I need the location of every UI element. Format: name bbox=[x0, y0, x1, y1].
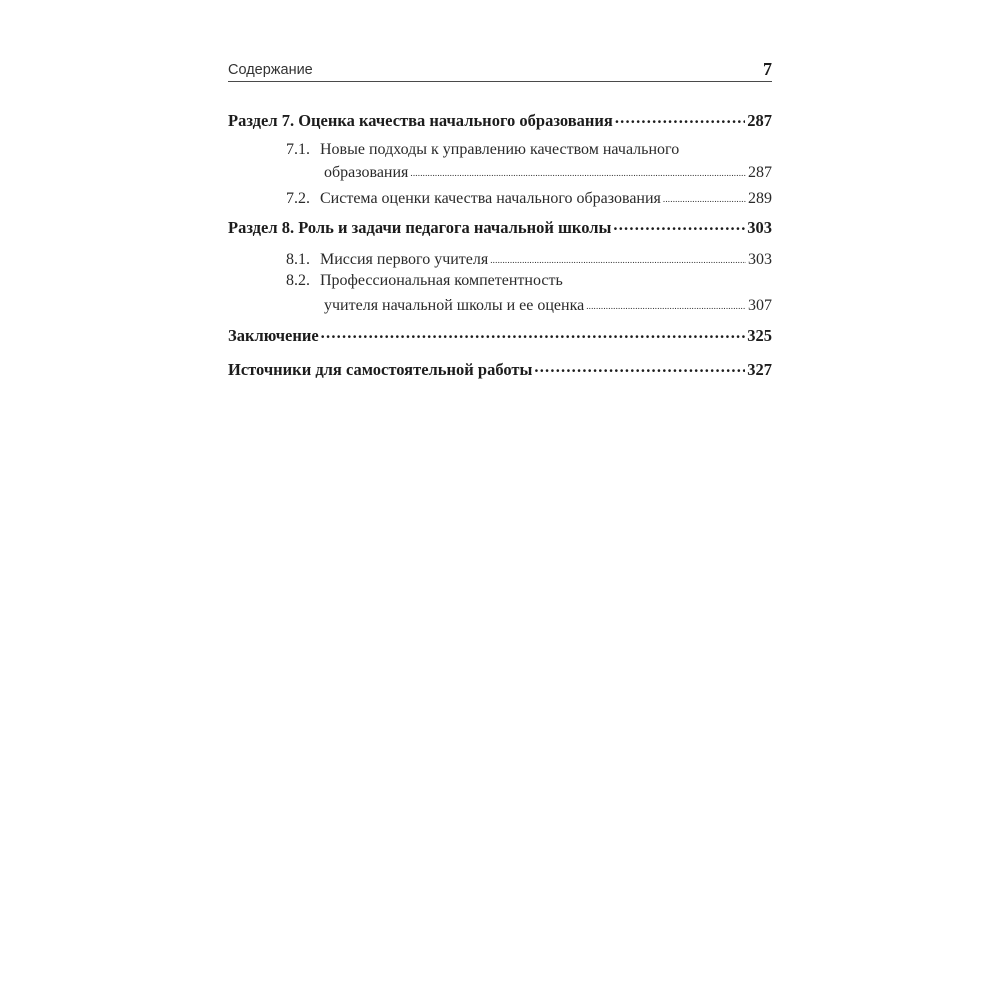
toc-item-number: 8.1. bbox=[286, 251, 310, 268]
toc-page-number: 303 bbox=[747, 217, 772, 237]
toc-entry-sources[interactable] bbox=[228, 358, 772, 380]
dot-leader bbox=[663, 187, 746, 203]
dot-leader bbox=[490, 248, 746, 264]
toc-entry-7-1[interactable] bbox=[228, 141, 772, 163]
toc-page-number: 287 bbox=[748, 164, 772, 181]
dot-leader bbox=[321, 324, 746, 341]
dot-leader bbox=[410, 161, 746, 177]
toc-section-title: Источники для самостоятельной работы bbox=[228, 359, 533, 379]
toc-entry-7-2[interactable] bbox=[228, 187, 772, 209]
toc-entry-7-1-continued bbox=[228, 161, 772, 183]
toc-item-title: Система оценки качества начального образования bbox=[320, 190, 661, 207]
dot-leader bbox=[534, 358, 745, 375]
toc-entry-8-2-continued bbox=[228, 294, 772, 316]
toc-page-number: 303 bbox=[748, 251, 772, 268]
toc-item-title-continued: учителя начальной школы и ее оценка bbox=[324, 297, 585, 314]
toc-page-number: 327 bbox=[747, 359, 772, 379]
toc-entry-conclusion[interactable] bbox=[228, 324, 772, 346]
toc-page-number: 287 bbox=[747, 110, 772, 130]
toc-item-number: 7.2. bbox=[286, 190, 310, 207]
toc-item-title: Новые подходы к управлению качеством начального bbox=[320, 141, 680, 158]
toc-page-number: 289 bbox=[748, 190, 772, 207]
toc-page-number: 307 bbox=[748, 297, 772, 314]
toc-entry-8-1[interactable] bbox=[228, 248, 772, 270]
toc-entry-8-2[interactable] bbox=[228, 272, 772, 294]
toc-item-number: 7.1. bbox=[286, 141, 310, 158]
toc-item-title: Миссия первого учителя bbox=[320, 251, 489, 268]
toc-item-title: Профессиональная компетентность bbox=[320, 272, 563, 289]
toc-section-title: Раздел 8. Роль и задачи педагога начальной школы bbox=[228, 217, 612, 237]
toc-item-title-continued: образования bbox=[324, 164, 409, 181]
dot-leader bbox=[586, 294, 746, 310]
toc-entry-section-8[interactable] bbox=[228, 216, 772, 238]
toc-entry-section-7[interactable] bbox=[228, 109, 772, 131]
dot-leader bbox=[613, 216, 745, 233]
page-number: 7 bbox=[763, 59, 772, 79]
toc-item-number: 8.2. bbox=[286, 272, 310, 289]
toc-section-title: Раздел 7. Оценка качества начального образования bbox=[228, 110, 613, 130]
running-title: Содержание bbox=[228, 62, 313, 78]
running-header bbox=[228, 60, 772, 82]
toc-section-title: Заключение bbox=[228, 325, 319, 345]
toc-page-number: 325 bbox=[747, 325, 772, 345]
dot-leader bbox=[615, 109, 745, 126]
